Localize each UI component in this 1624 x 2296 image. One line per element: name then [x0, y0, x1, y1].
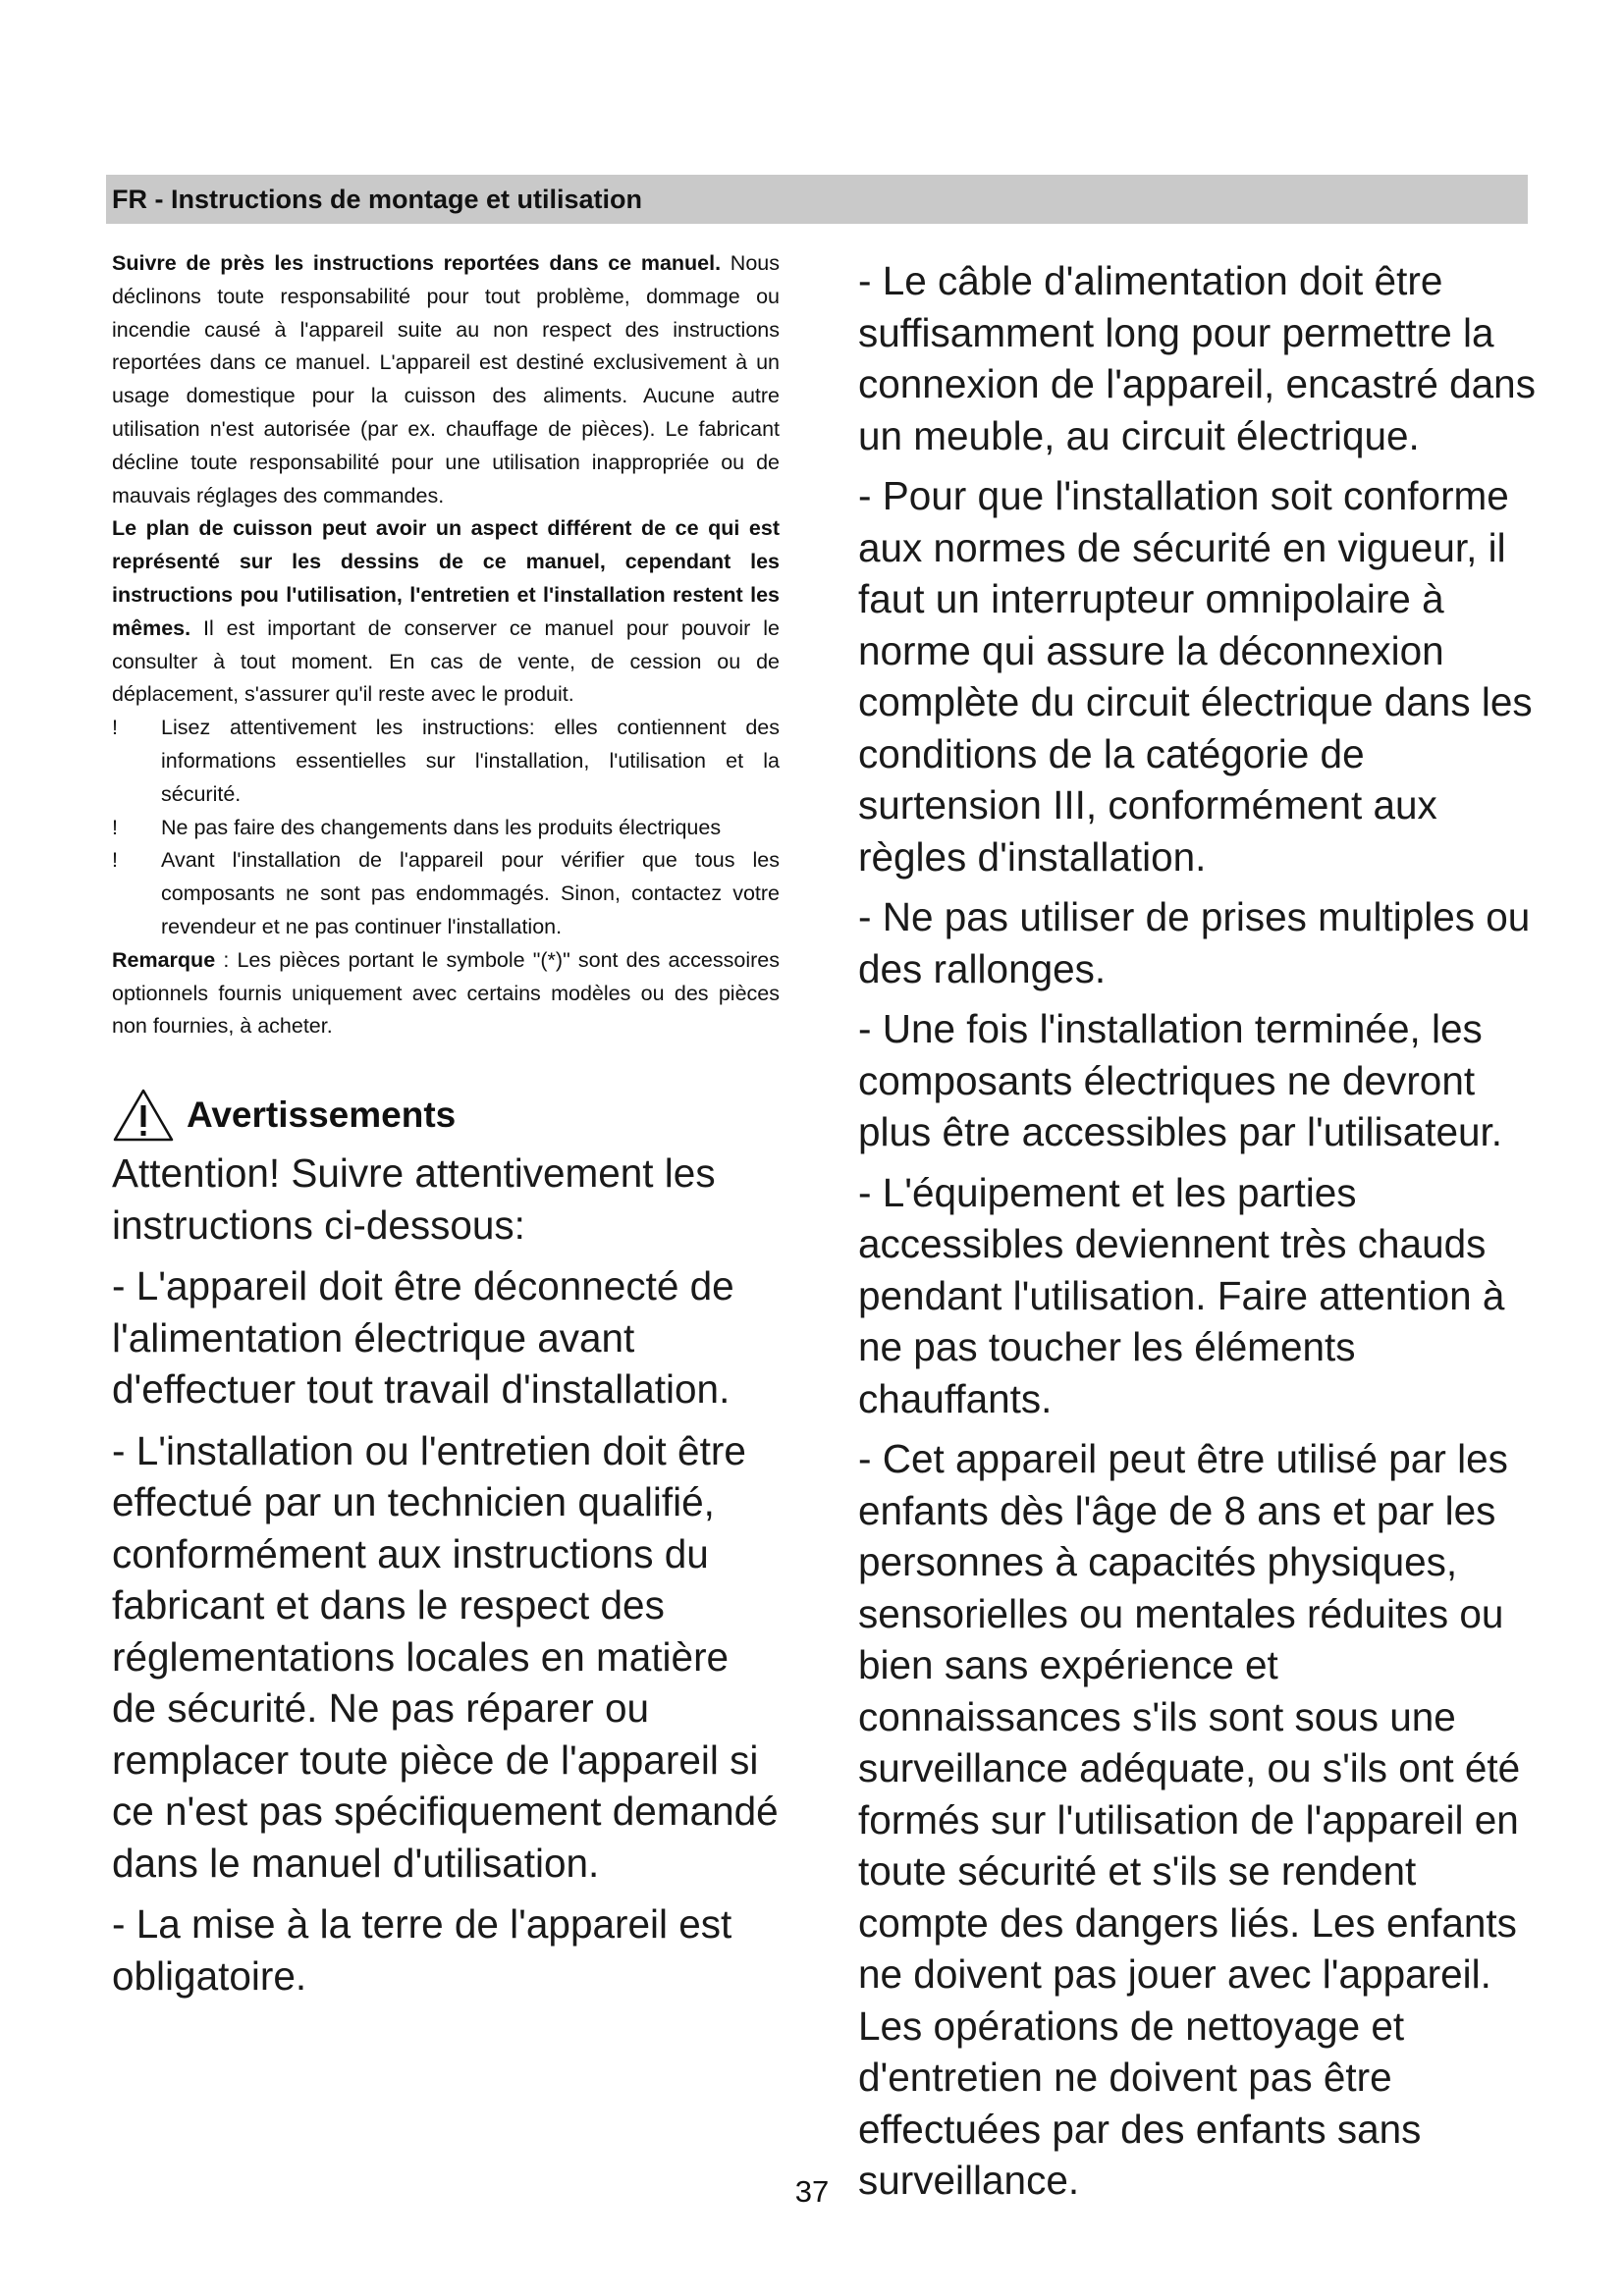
warnings-heading — [112, 1083, 780, 1148]
warning-triangle-icon — [112, 1088, 175, 1143]
intro-paragraph — [112, 247, 780, 512]
remarque-text: : Les pièces portant le symbole "(*)" sont des accessoires optionnels fournis uniquement avec certains modèles ou des pièces non fournies, à acheter. — [112, 947, 780, 1039]
intro-lead-text: Nous déclinons toute responsabilité pour tout problème, dommage ou incendie causé à l'appareil suite au non respect des instructions reportées dans ce manuel. L'appareil est destiné exclusivement à un usage domestique pour la cuisson des aliments. Aucune autre utilisation n'est autorisée (par ex. chauffage de pièces). Le fabricant décline toute responsabilité pour une utilisation inappropriée ou de mauvais réglages des commandes. — [112, 251, 780, 507]
remarque-label: Remarque — [112, 947, 216, 972]
warning-paragraph: - L'appareil doit être déconnecté de l'alimentation électrique avant d'effectuer tout travail d'installation. — [112, 1263, 734, 1413]
intro-lead-bold: Suivre de près les instructions reportées dans ce manuel. — [112, 251, 722, 275]
warning-paragraph: - La mise à la terre de l'appareil est obligatoire. — [112, 1901, 732, 1999]
page-number: 37 — [794, 2174, 830, 2209]
exclamation-icon: ! — [112, 848, 118, 873]
warning-paragraph: - Ne pas utiliser de prises multiples ou des rallonges. — [858, 894, 1531, 991]
caution-list — [112, 712, 780, 944]
warning-paragraph: - Cet appareil peut être utilisé par les enfants dès l'âge de 8 ans et par les personnes à capacités physiques, sensorielles ou mentales réduites ou bien sans expérience et connaissances s'ils sont sous une surveillance adéquate, ou s'ils ont été formés sur l'utilisation de l'appareil en toute sécurité et s'ils se rendent compte des dangers liés. Les enfants ne doivent pas jouer avec l'appareil. Les opérations de nettoyage et d'entretien ne doivent pas être effectuées par des enfants sans surveillance. — [858, 1436, 1521, 2203]
plan-bold: Le plan de cuisson peut avoir un aspect différent de ce qui est représenté sur les dessins de ce manuel, cependant les instructions pou l'utilisation, l'entretien et l'installation restent les mêmes. — [112, 516, 780, 640]
plan-text: Il est important de conserver ce manuel pour pouvoir le consulter à tout moment. En cas de vente, de cession ou de déplacement, s'assurer qu'il reste avec le produit. — [112, 615, 780, 707]
caution-text: Ne pas faire des changements dans les produits électriques — [161, 815, 722, 839]
warning-paragraph: - L'installation ou l'entretien doit être effectué par un technicien qualifié, conformément aux instructions du fabricant et dans le respect des réglementations locales en matière de sécurité. Ne pas réparer ou remplacer toute pièce de l'appareil si ce n'est pas spécifiquement demandé dans le manuel d'utilisation. — [112, 1427, 779, 1886]
caution-text: Avant l'installation de l'appareil pour vérifier que tous les composants ne sont pas endommagés. Sinon, contactez votre revendeur et ne pas continuer l'installation. — [161, 848, 780, 938]
section-header: FR - Instructions de montage et utilisation — [106, 175, 1528, 224]
warning-paragraph: - Pour que l'installation soit conforme aux normes de sécurité en vigueur, il faut un interrupteur omnipolaire à norme qui assure la déconnexion complète du circuit électrique dans les conditions de la catégorie de surtension III, conformément aux règles d'installation. — [858, 473, 1533, 880]
left-column — [112, 247, 780, 2002]
exclamation-icon: ! — [112, 815, 118, 839]
right-column — [858, 255, 1538, 2207]
caution-item — [112, 844, 780, 943]
caution-item — [112, 712, 780, 811]
caution-item — [112, 812, 780, 845]
remarque-paragraph — [112, 944, 780, 1043]
warning-paragraph: Attention! Suivre attentivement les instructions ci-dessous: — [112, 1150, 716, 1248]
warnings-title: Avertissements — [187, 1095, 457, 1136]
exclamation-icon: ! — [112, 716, 118, 740]
warning-paragraph: - Une fois l'installation terminée, les composants électriques ne devront plus être accessibles par l'utilisateur. — [858, 1006, 1503, 1154]
warning-paragraph: - Le câble d'alimentation doit être suffisamment long pour permettre la connexion de l'appareil, encastré dans un meuble, au circuit électrique. — [858, 258, 1536, 458]
plan-paragraph — [112, 512, 780, 712]
warning-paragraph: - L'équipement et les parties accessibles deviennent très chauds pendant l'utilisation. Faire attention à ne pas toucher les éléments chauffants. — [858, 1169, 1505, 1421]
caution-text: Lisez attentivement les instructions: elles contiennent des informations essentielles sur l'installation, l'utilisation et la sécurité. — [161, 716, 780, 806]
